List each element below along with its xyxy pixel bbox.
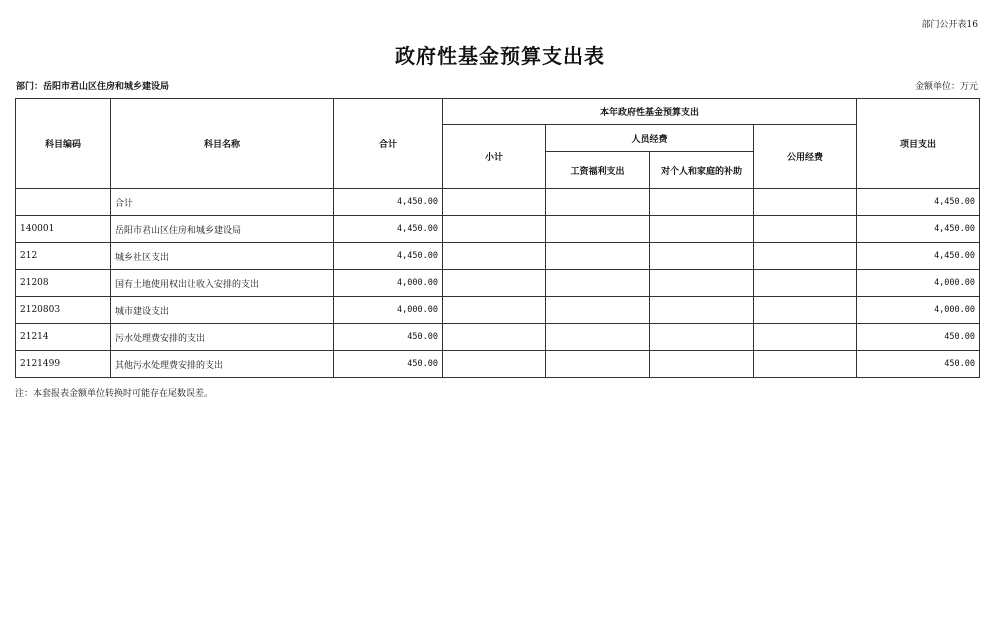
- cell-project: 4,450.00: [857, 189, 980, 216]
- cell-code: 212: [16, 243, 111, 270]
- cell-subtotal: [443, 270, 546, 297]
- department-label: 部门：岳阳市君山区住房和城乡建设局: [16, 82, 170, 92]
- table-row: [16, 351, 980, 378]
- table-row: [16, 243, 980, 270]
- cell-public: [754, 243, 857, 270]
- cell-total: 4,000.00: [334, 270, 443, 297]
- table-row: [16, 324, 980, 351]
- cell-public: [754, 189, 857, 216]
- header-code: 科目编码: [16, 99, 111, 189]
- cell-total: 4,450.00: [334, 216, 443, 243]
- header-total: 合计: [334, 99, 443, 189]
- cell-wages: [546, 351, 650, 378]
- cell-wages: [546, 324, 650, 351]
- cell-wages: [546, 297, 650, 324]
- header-public: 公用经费: [754, 125, 857, 189]
- cell-name: 岳阳市君山区住房和城乡建设局: [111, 216, 334, 243]
- cell-name: 国有土地使用权出让收入安排的支出: [111, 270, 334, 297]
- cell-name: 污水处理费安排的支出: [111, 324, 334, 351]
- header-project: 项目支出: [857, 99, 980, 189]
- table-row: [16, 270, 980, 297]
- cell-subsidy: [650, 270, 754, 297]
- cell-name: 城乡社区支出: [111, 243, 334, 270]
- cell-name: 合计: [111, 189, 334, 216]
- cell-code: 2120803: [16, 297, 111, 324]
- table-row: [16, 189, 980, 216]
- cell-code: 21214: [16, 324, 111, 351]
- header-current-year: 本年政府性基金预算支出: [443, 99, 857, 125]
- budget-table: [15, 98, 980, 378]
- cell-total: 4,450.00: [334, 189, 443, 216]
- footnote: 注：本套报表金额单位转换时可能存在尾数误差。: [15, 389, 214, 399]
- cell-wages: [546, 189, 650, 216]
- cell-project: 450.00: [857, 351, 980, 378]
- table-body: [16, 189, 980, 378]
- cell-subtotal: [443, 216, 546, 243]
- cell-public: [754, 297, 857, 324]
- cell-subsidy: [650, 243, 754, 270]
- cell-subsidy: [650, 189, 754, 216]
- cell-subtotal: [443, 324, 546, 351]
- cell-subtotal: [443, 189, 546, 216]
- cell-subsidy: [650, 351, 754, 378]
- cell-project: 4,450.00: [857, 216, 980, 243]
- cell-name: 其他污水处理费安排的支出: [111, 351, 334, 378]
- cell-project: 4,000.00: [857, 270, 980, 297]
- cell-public: [754, 324, 857, 351]
- header-name: 科目名称: [111, 99, 334, 189]
- header-subsidy: 对个人和家庭的补助: [650, 152, 754, 189]
- cell-code: 21208: [16, 270, 111, 297]
- cell-wages: [546, 243, 650, 270]
- cell-subtotal: [443, 351, 546, 378]
- table-row: [16, 216, 980, 243]
- table-row: [16, 297, 980, 324]
- table-header: [16, 99, 980, 189]
- table-number-label: 部门公开表16: [921, 20, 978, 30]
- cell-wages: [546, 216, 650, 243]
- header-subtotal: 小计: [443, 125, 546, 189]
- cell-subsidy: [650, 216, 754, 243]
- cell-public: [754, 351, 857, 378]
- cell-total: 4,000.00: [334, 297, 443, 324]
- cell-subsidy: [650, 297, 754, 324]
- cell-total: 4,450.00: [334, 243, 443, 270]
- cell-project: 4,450.00: [857, 243, 980, 270]
- header-personnel: 人员经费: [546, 125, 754, 152]
- cell-name: 城市建设支出: [111, 297, 334, 324]
- cell-project: 450.00: [857, 324, 980, 351]
- cell-total: 450.00: [334, 351, 443, 378]
- cell-public: [754, 270, 857, 297]
- amount-unit-label: 金额单位：万元: [914, 82, 978, 92]
- cell-code: 2121499: [16, 351, 111, 378]
- cell-total: 450.00: [334, 324, 443, 351]
- cell-project: 4,000.00: [857, 297, 980, 324]
- cell-subtotal: [443, 243, 546, 270]
- cell-subtotal: [443, 297, 546, 324]
- header-wages: 工资福利支出: [546, 152, 650, 189]
- cell-wages: [546, 270, 650, 297]
- cell-code: [16, 189, 111, 216]
- cell-code: 140001: [16, 216, 111, 243]
- cell-subsidy: [650, 324, 754, 351]
- page-title: 政府性基金预算支出表: [395, 44, 605, 68]
- cell-public: [754, 216, 857, 243]
